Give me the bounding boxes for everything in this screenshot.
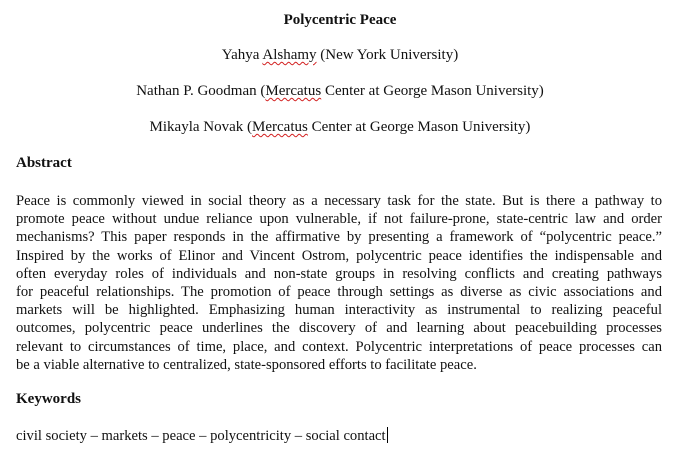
keywords-line[interactable]: [16, 427, 388, 445]
author-line-2: [0, 83, 680, 100]
abstract-paragraph[interactable]: [16, 192, 662, 374]
abstract-line: often everyday roles of individuals and non-state groups in resolving conflicts and creating pathways: [16, 265, 662, 282]
author-affiliation: (New York University): [316, 47, 459, 63]
keywords-text: civil society – markets – peace – polycentricity – social contact: [16, 428, 386, 444]
abstract-line: Inspired by the works of Elinor and Vincent Ostrom, polycentric peace identifies the indispensable and: [16, 247, 662, 264]
abstract-line: for peaceful relationships. The promotion of peace through settings as diverse as civic associations and: [16, 283, 662, 300]
author-line-3: [0, 119, 680, 136]
affiliation-open: (: [243, 119, 253, 135]
paper-title: Polycentric Peace: [283, 12, 397, 28]
keywords-heading: Keywords: [16, 391, 81, 407]
abstract-line: outcomes, polycentric peace underlines the discovery of and learning about peacebuilding processes: [16, 320, 662, 337]
abstract-line: relevant to circumstances of time, place, and context. Polycentric interpretations of peace processes can: [16, 338, 662, 355]
abstract-line: promote peace without undue reliance upon vulnerable, if not failure-prone, state-centric law and order: [16, 211, 662, 228]
abstract-line: Peace is commonly viewed in social theory as a necessary task for the state. But is there a pathway to: [16, 193, 662, 209]
author-line-1: [0, 47, 680, 64]
spellcheck-flagged-word[interactable]: Mercatus: [265, 83, 322, 99]
abstract-heading: Abstract: [16, 155, 72, 171]
text-cursor: [387, 427, 388, 443]
author-affiliation: Center at George Mason University): [307, 119, 531, 135]
author-name: Yahya: [221, 47, 263, 63]
author-name: Nathan P. Goodman: [136, 83, 257, 99]
abstract-line: be a viable alternative to centralized, state-sponsored efforts to facilitate peace.: [16, 356, 477, 373]
spellcheck-flagged-word[interactable]: Mercatus: [252, 119, 308, 135]
abstract-line: markets will be highlighted. Emphasizing human interactivity as instrumental to realizing peaceful: [16, 302, 662, 319]
author-name: Mikayla Novak: [149, 119, 244, 135]
affiliation-open: (: [256, 83, 266, 99]
spellcheck-flagged-word[interactable]: Alshamy: [262, 47, 317, 63]
author-affiliation: Center at George Mason University): [321, 83, 544, 99]
abstract-line: mechanisms? This paper responds in the affirmative by presenting a framework of “polycentric peace.”: [16, 229, 662, 246]
